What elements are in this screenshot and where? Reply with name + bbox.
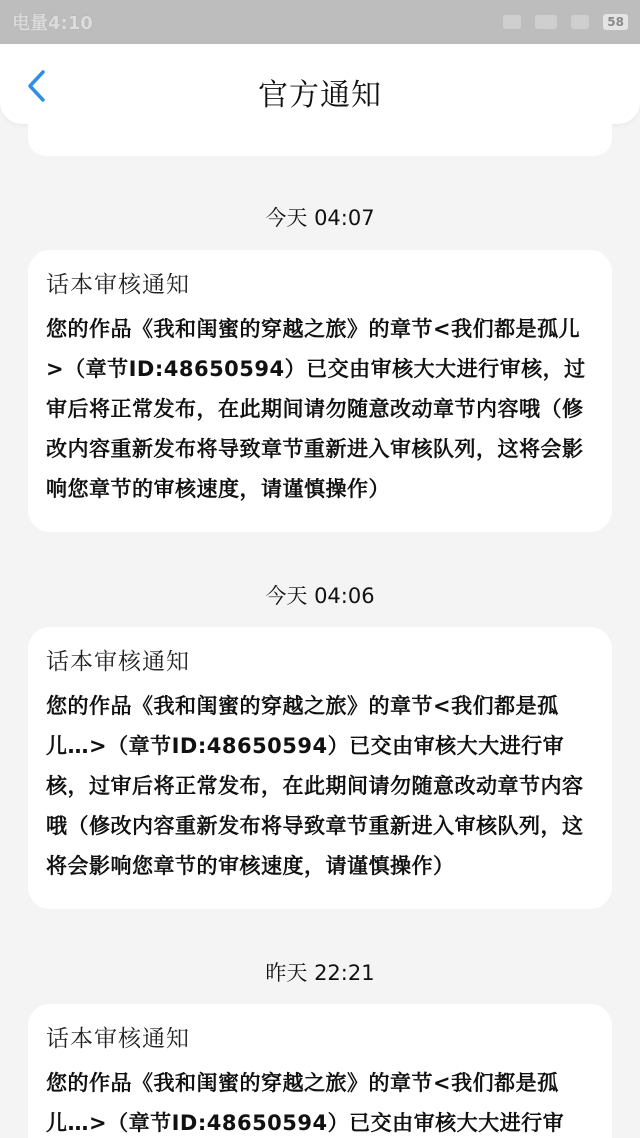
wifi-icon <box>535 15 557 29</box>
message-time: 今天 04:07 <box>265 206 375 230</box>
status-bar <box>0 0 640 44</box>
notification-card[interactable] <box>28 627 612 909</box>
card-title: 话本审核通知 <box>46 272 190 298</box>
status-time: 电量4:10 <box>12 13 93 34</box>
notification-icon <box>503 15 521 29</box>
message-time: 今天 04:06 <box>265 584 375 608</box>
notification-card[interactable] <box>28 1004 612 1138</box>
notification-list[interactable] <box>0 124 640 1138</box>
card-body: 您的作品《我和闺蜜的穿越之旅》的章节<我们都是孤儿>（章节ID:48650594）已交由审核大大进行审核，过审后将正常发布，在此期间请勿随意改动章节内容哦（修改内容重新发布将导致章节重新进入审核队列，这将会影响您章节的审核速度，请谨慎操作） <box>46 317 586 501</box>
signal-icon <box>571 15 589 29</box>
card-title: 话本审核通知 <box>46 1026 190 1052</box>
status-icons <box>503 14 628 30</box>
notification-card[interactable] <box>28 250 612 532</box>
battery-icon: 58 <box>603 14 628 30</box>
card-body: 您的作品《我和闺蜜的穿越之旅》的章节<我们都是孤儿…>（章节ID:48650594）已交由审核大大进行审核，过审后将正常发布，在此期间请勿随意改动章节内容哦（修改内容重新发布将导致章节重新进入审核队列，这将会影响您章节的审核速度，请谨慎操作） <box>46 694 584 878</box>
previous-card <box>28 124 612 156</box>
card-title: 话本审核通知 <box>46 649 190 675</box>
page-title: 官方通知 <box>258 78 382 113</box>
card-body: 您的作品《我和闺蜜的穿越之旅》的章节<我们都是孤儿…>（章节ID:48650594）已交由审核大大进行审 <box>46 1071 565 1135</box>
header <box>0 44 640 124</box>
message-time: 昨天 22:21 <box>265 961 375 985</box>
